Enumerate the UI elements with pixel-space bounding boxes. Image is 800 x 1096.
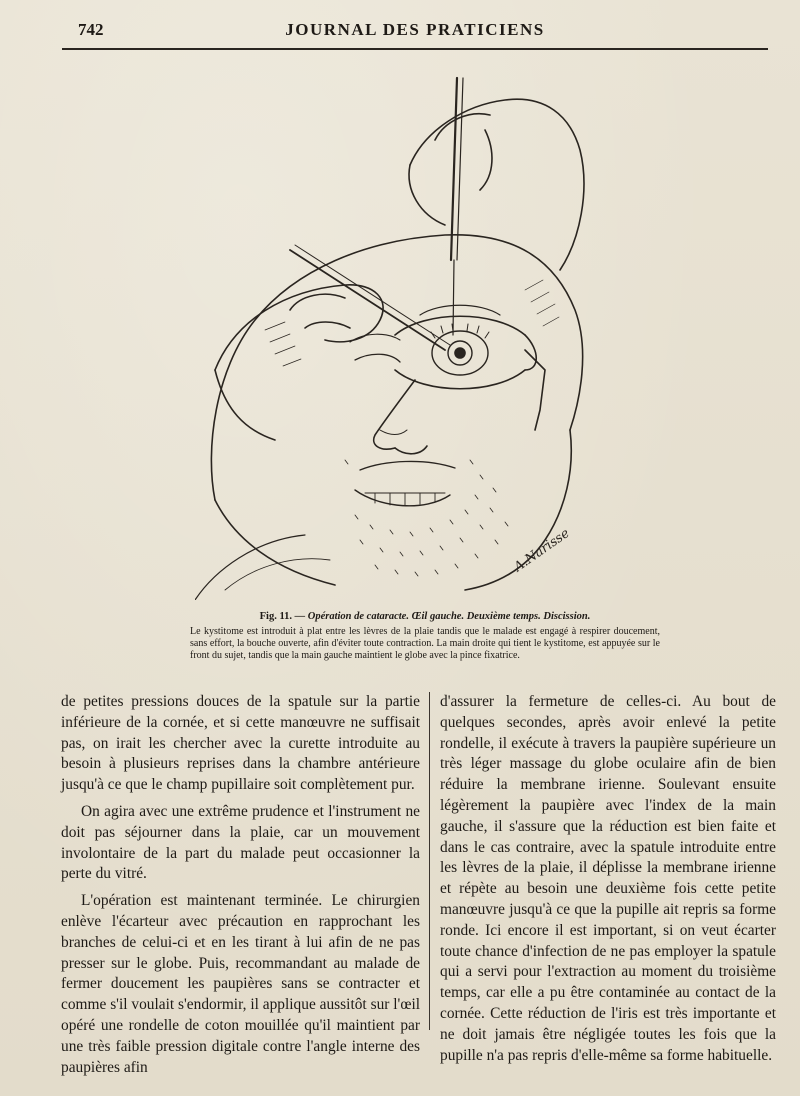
left-column bbox=[61, 692, 420, 1078]
left-paragraph-1: de petites pressions douces de la spatule sur la partie inférieure de la cornée, et si cette manœuvre ne suffisait pas, on irait les chercher avec la curette introduite au besoin à plusieurs reprises dans la chambre antérieure jusqu'à ce que le champ pupillaire soit complètement pur. bbox=[61, 693, 420, 794]
caption-title-text: — Opération de cataracte. Œil gauche. Deuxième temps. Discission. bbox=[292, 611, 591, 622]
column-divider bbox=[429, 692, 430, 1030]
right-paragraph-1: d'assurer la fermeture de celles-ci. Au bout de quelques secondes, après avoir enlevé la petite rondelle, il exécute à travers la paupière supérieure un très léger massage du globe oculaire afin de bien réduire la membrane irienne. Soulevant ensuite légèrement la paupière avec l'index de la main gauche, il s'assure que la réduction est bien faite et dans le cas contraire, avec la spatule introduite entre les lèvres de la plaie, il déplisse la membrane irienne et répète au besoin une deuxième fois cette petite manœuvre jusqu'à ce que la pupille ait repris sa forme ronde. Ici encore il est important, si on veut écarter toute chance d'infection de ne pas employer la spatule qui a servi pour l'extraction au moment du troisième temps, car elle a pu être contaminée au contact de la cornée. Cette réduction de l'iris est très importante et ne doit jamais être négligée toutes les fois que la pupille n'a pas repris d'elle-même sa forme habituelle. bbox=[440, 693, 776, 1064]
page-number: 742 bbox=[78, 20, 104, 39]
running-title: JOURNAL DES PRATICIENS bbox=[285, 20, 545, 39]
page-header bbox=[62, 14, 768, 50]
cataract-surgery-illustration bbox=[195, 70, 665, 600]
figure-label: Fig. 11. bbox=[259, 611, 293, 622]
caption-body: Le kystitome est introduit à plat entre les lèvres de la plaie tandis que le malade est engagé à respirer doucement, sans effort, la bouche ouverte, afin d'éviter toute contraction. La main droite qui tient le kystitome, est appuyée sur le front du sujet, tandis que la main gauche maintient le globe avec la pince fixatrice. bbox=[190, 626, 660, 661]
illustrator-signature: A.Narisse bbox=[511, 525, 573, 575]
right-column bbox=[440, 692, 776, 1066]
figure-caption bbox=[190, 611, 660, 662]
left-paragraph-2: On agira avec une extrême prudence et l'instrument ne doit pas séjourner dans la plaie, car un mouvement involontaire de la part du malade peut occasionner la perte du vitré. bbox=[61, 802, 420, 883]
left-paragraph-3: L'opération est maintenant terminée. Le chirurgien enlève l'écarteur avec précaution en rapprochant les branches de celui-ci et en les tirant à lui afin de ne pas presser sur le globe. Puis, recommandant au malade de fermer doucement les paupières sans se contracter et comme s'il voulait s'endormir, il applique aussitôt sur l'œil opéré une rondelle de coton mouillée qu'il maintient par une très faible pression digitale contre l'angle interne des paupières afin bbox=[61, 892, 420, 1076]
caption-title bbox=[190, 611, 660, 623]
